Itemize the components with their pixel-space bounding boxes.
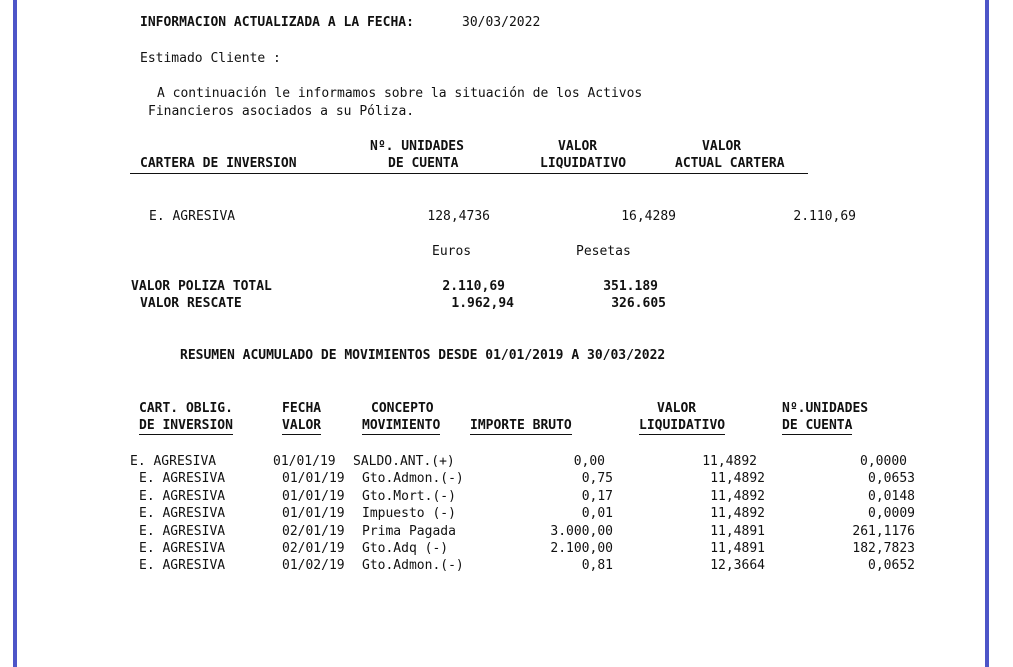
row-valor-liquidativo: 11,4892 (710, 489, 765, 504)
valor-rescate-euros: 1.962,94 (451, 296, 514, 311)
cartera-row-name: E. AGRESIVA (149, 209, 236, 224)
intro-line-1: A continuación le informamos sobre la situación de los Activos (157, 86, 643, 101)
row-unidades: 0,0000 (860, 454, 907, 469)
row-importe: 0,01 (581, 506, 613, 521)
header-valor-line2: LIQUIDATIVO (639, 418, 726, 433)
header-valor-liq-line2: LIQUIDATIVO (540, 156, 627, 171)
row-concepto: Gto.Admon.(-) (362, 471, 464, 486)
row-unidades: 0,0652 (868, 558, 915, 573)
resumen-title: RESUMEN ACUMULADO DE MOVIMIENTOS DESDE 01/01/2019 A 30/03/2022 (180, 348, 666, 363)
row-unidades: 0,0653 (868, 471, 915, 486)
left-page-border (13, 0, 17, 667)
row-valor-liquidativo: 11,4892 (710, 506, 765, 521)
row-fecha: 01/01/19 (273, 454, 336, 469)
row-importe: 0,17 (581, 489, 613, 504)
header-unidades-line2: DE CUENTA (782, 418, 853, 433)
row-valor-liquidativo: 12,3664 (710, 558, 765, 573)
header-unidades-line1: Nº.UNIDADES (782, 401, 869, 416)
row-importe: 2.100,00 (550, 541, 613, 556)
row-fecha: 01/01/19 (282, 506, 345, 521)
row-concepto: Gto.Adq (-) (362, 541, 449, 556)
header-unidades-line2: DE CUENTA (388, 156, 459, 171)
row-cartera: E. AGRESIVA (130, 454, 217, 469)
row-cartera: E. AGRESIVA (139, 558, 226, 573)
row-valor-liquidativo: 11,4892 (710, 471, 765, 486)
row-cartera: E. AGRESIVA (139, 506, 226, 521)
row-fecha: 01/01/19 (282, 489, 345, 504)
row-valor-liquidativo: 11,4892 (702, 454, 757, 469)
row-cartera: E. AGRESIVA (139, 541, 226, 556)
header-valor-line1: VALOR (657, 401, 697, 416)
pesetas-label: Pesetas (576, 244, 631, 259)
cartera-row-unidades: 128,4736 (427, 209, 490, 224)
row-unidades: 0,0009 (868, 506, 915, 521)
header-valor-act-line1: VALOR (702, 139, 742, 154)
row-unidades: 261,1176 (852, 524, 915, 539)
header-valor-act-line2: ACTUAL CARTERA (675, 156, 785, 171)
row-concepto: Gto.Mort.(-) (362, 489, 456, 504)
row-fecha: 01/02/19 (282, 558, 345, 573)
right-page-border (985, 0, 989, 667)
valor-poliza-pesetas: 351.189 (603, 279, 658, 294)
row-unidades: 182,7823 (852, 541, 915, 556)
saludo: Estimado Cliente : (140, 51, 281, 66)
valor-rescate-label: VALOR RESCATE (140, 296, 242, 311)
row-fecha: 01/01/19 (282, 471, 345, 486)
row-fecha: 02/01/19 (282, 524, 345, 539)
row-valor-liquidativo: 11,4891 (710, 541, 765, 556)
row-cartera: E. AGRESIVA (139, 489, 226, 504)
header-concepto-line1: CONCEPTO (371, 401, 434, 416)
header-fecha-line1: FECHA (282, 401, 322, 416)
row-concepto: SALDO.ANT.(+) (353, 454, 455, 469)
intro-line-2: Financieros asociados a su Póliza. (148, 104, 415, 119)
valor-poliza-euros: 2.110,69 (442, 279, 505, 294)
row-importe: 0,81 (581, 558, 613, 573)
fecha-label: INFORMACION ACTUALIZADA A LA FECHA: (140, 15, 414, 30)
row-concepto: Prima Pagada (362, 524, 456, 539)
fecha-value: 30/03/2022 (462, 15, 541, 30)
euros-label: Euros (432, 244, 472, 259)
cartera-row-valor-liquidativo: 16,4289 (621, 209, 676, 224)
row-cartera: E. AGRESIVA (139, 471, 226, 486)
header-cart-oblig-line1: CART. OBLIG. (139, 401, 233, 416)
row-importe: 3.000,00 (550, 524, 613, 539)
row-valor-liquidativo: 11,4891 (710, 524, 765, 539)
header-importe-bruto: IMPORTE BRUTO (470, 418, 572, 433)
valor-poliza-label: VALOR POLIZA TOTAL (131, 279, 272, 294)
row-importe: 0,00 (573, 454, 605, 469)
row-fecha: 02/01/19 (282, 541, 345, 556)
row-concepto: Gto.Admon.(-) (362, 558, 464, 573)
row-unidades: 0,0148 (868, 489, 915, 504)
header-fecha-line2: VALOR (282, 418, 322, 433)
header-cartera-inversion: CARTERA DE INVERSION (140, 156, 297, 171)
header-valor-liq-line1: VALOR (558, 139, 598, 154)
header-concepto-line2: MOVIMIENTO (362, 418, 441, 433)
row-concepto: Impuesto (-) (362, 506, 456, 521)
cartera-row-valor-actual: 2.110,69 (793, 209, 856, 224)
valor-rescate-pesetas: 326.605 (611, 296, 666, 311)
cartera-header-rule (130, 173, 808, 174)
header-unidades-line1: Nº. UNIDADES (370, 139, 464, 154)
header-cart-oblig-line2: DE INVERSION (139, 418, 233, 433)
row-cartera: E. AGRESIVA (139, 524, 226, 539)
row-importe: 0,75 (581, 471, 613, 486)
